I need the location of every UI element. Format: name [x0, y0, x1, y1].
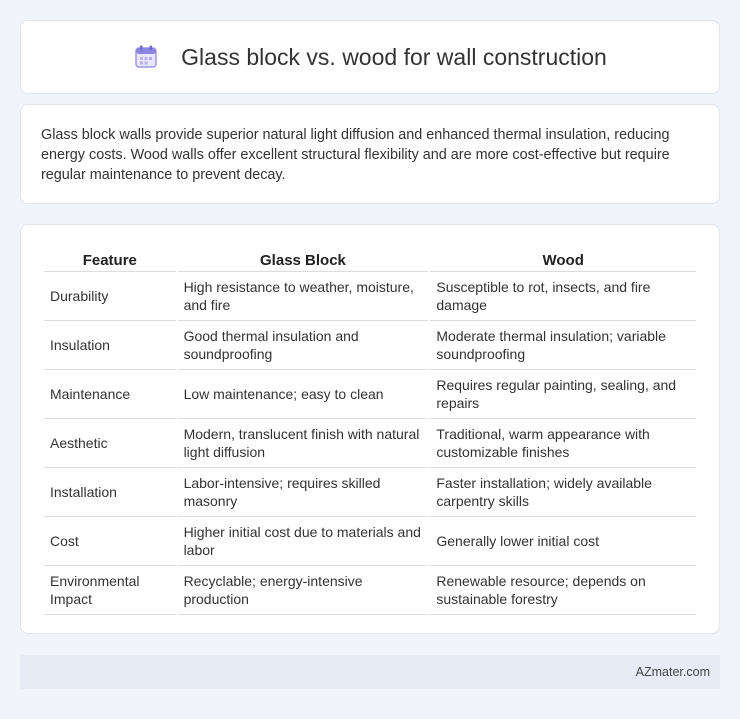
summary-text: Glass block walls provide superior natural light diffusion and enhanced thermal insulation, reducing energy costs. Wood walls offer excellent structural flexibility and are more cost-effective but require regular maintenance to prevent decay.	[41, 127, 670, 183]
wood-cell: Requires regular painting, sealing, and repairs	[430, 370, 696, 419]
header-wood: Wood	[430, 245, 696, 272]
header-feature: Feature	[44, 245, 176, 272]
title-card	[20, 20, 720, 94]
glass-block-cell: Low maintenance; easy to clean	[178, 370, 429, 419]
table-row	[44, 517, 696, 566]
title-row	[21, 21, 719, 93]
feature-cell: Environmental Impact	[44, 566, 176, 615]
table-row	[44, 419, 696, 468]
glass-block-cell: Good thermal insulation and soundproofing	[178, 321, 429, 370]
table-row	[44, 370, 696, 419]
wood-cell: Susceptible to rot, insects, and fire damage	[430, 272, 696, 321]
calendar-icon	[133, 44, 159, 70]
feature-cell: Durability	[44, 272, 176, 321]
summary-card	[20, 104, 720, 204]
comparison-table-card	[20, 224, 720, 634]
wood-cell: Moderate thermal insulation; variable soundproofing	[430, 321, 696, 370]
comparison-table	[42, 245, 698, 615]
header-glass-block: Glass Block	[178, 245, 429, 272]
table-row	[44, 566, 696, 615]
glass-block-cell: High resistance to weather, moisture, and fire	[178, 272, 429, 321]
footer-brand: AZmater.com	[635, 665, 710, 679]
feature-cell: Cost	[44, 517, 176, 566]
glass-block-cell: Labor-intensive; requires skilled masonry	[178, 468, 429, 517]
table-row	[44, 468, 696, 517]
wood-cell: Traditional, warm appearance with customizable finishes	[430, 419, 696, 468]
table-row	[44, 321, 696, 370]
glass-block-cell: Modern, translucent finish with natural light diffusion	[178, 419, 429, 468]
wood-cell: Renewable resource; depends on sustainable forestry	[430, 566, 696, 615]
glass-block-cell: Higher initial cost due to materials and labor	[178, 517, 429, 566]
table-row	[44, 272, 696, 321]
feature-cell: Maintenance	[44, 370, 176, 419]
feature-cell: Insulation	[44, 321, 176, 370]
wood-cell: Generally lower initial cost	[430, 517, 696, 566]
footer	[20, 655, 720, 689]
wood-cell: Faster installation; widely available carpentry skills	[430, 468, 696, 517]
glass-block-cell: Recyclable; energy-intensive production	[178, 566, 429, 615]
page-title: Glass block vs. wood for wall construction	[181, 43, 607, 70]
feature-cell: Aesthetic	[44, 419, 176, 468]
feature-cell: Installation	[44, 468, 176, 517]
table-header-row	[44, 245, 696, 272]
